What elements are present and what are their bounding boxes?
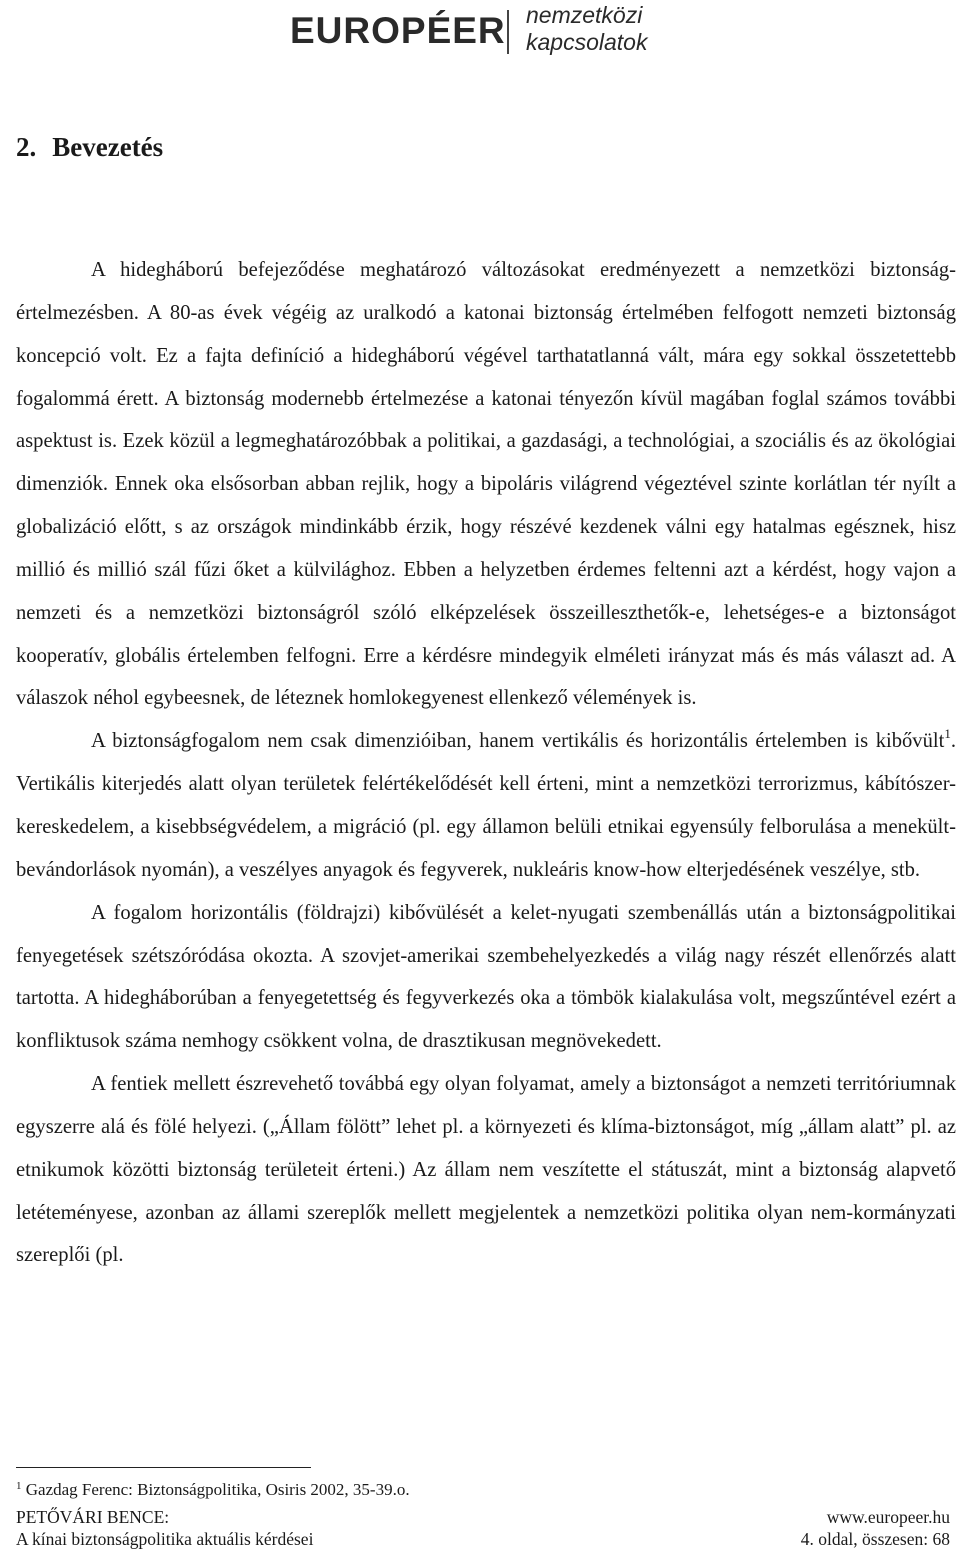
section-title: Bevezetés [52, 132, 164, 162]
paragraph-1: A hidegháború befejeződése meghatározó változásokat eredményezett a nemzetközi biztonság-értelmezésben. A 80-as évek végéig az uralkodó a katonai biztonság értelmében felfogott nemzeti biztonság koncepció volt. Ez a fajta definíció a hidegháború végével tarthatatlanná vált, mára egy sokkal összetettebb fogalommá érett. A biztonság modernebb értelmezése a katonai tényezőn kívül magában foglal számos további aspektust is. Ezek közül a legmeghatározóbbak a politikai, a gazdasági, a technológiai, a szociális és az ökológiai dimenziók. Ennek oka elsősorban abban rejlik, hogy a bipoláris világrend végeztével szinte korlátlan tér nyílt a globalizáció előtt, s az országok mindinkább érzik, hogy részévé kezdenek válni egy hatalmas egésznek, hisz millió és millió szál fűzi őket a külvilághoz. Ebben a helyzetben érdemes feltenni azt a kérdést, hogy vajon a nemzeti és a nemzetközi biztonságról szóló elképzelések összeilleszthetők-e, lehetséges-e a biztonságot kooperatív, globális értelemben felfogni. Erre a kérdésre mindegyik elméleti irányzat más és más választ ad. A válaszok néhol egybeesnek, de léteznek homlokegyenest ellenkező vélemények is. [16, 259, 956, 710]
footnote-reference[interactable]: 1 [944, 726, 951, 742]
brand-subtitle [526, 2, 647, 56]
paragraph-4: A fentiek mellett észrevehető továbbá egy olyan folyamat, amely a biztonságot a nemzeti territóriumnak egyszerre alá és fölé helyezi. („Állam fölött” lehet pl. a környezeti és klíma-biztonságot, míg „állam alatt” pl. az etnikumok közötti biztonság területeit érteni.) Az állam nem veszítette el státuszát, mint a biztonság alapvető letéteményese, azonban az állami szereplők mellett megjelentek a nemzetközi politika olyan nem-kormányzati szereplői (pl. [16, 1073, 956, 1267]
paragraph-2 [16, 720, 956, 891]
brand-subtitle-line-1: nemzetközi [526, 2, 643, 28]
footer-page-info: 4. oldal, összesen: 68 [800, 1529, 950, 1549]
page-header [0, 0, 960, 80]
paragraph-3: A fogalom horizontális (földrajzi) kibővülését a kelet-nyugati szembenállás után a biztonságpolitikai fenyegetések szétszóródása okozta. A szovjet-amerikai szembehelyezkedés a világ nagy részét ellenőrzés alatt tartotta. A hidegháborúban a fenyegetettség és fegyverkezés oka a tömbök kialakulása volt, megszűntével ezért a konfliktusok száma nemhogy csökkent volna, de drasztikusan megnövekedett. [16, 901, 956, 1053]
footnote-text: Gazdag Ferenc: Biztonságpolitika, Osiris 2002, 35-39.o. [25, 1480, 410, 1499]
logo-divider [507, 10, 509, 54]
brand-subtitle-line-2: kapcsolatok [526, 29, 648, 55]
paragraph-2-text-before: A biztonságfogalom nem csak dimenzióiban, hanem vertikális és horizontális értelemben is kibővült [91, 730, 945, 753]
footer-author: PETŐVÁRI BENCE: [16, 1507, 170, 1527]
body-text [16, 249, 956, 1277]
footer-row-2 [16, 1528, 950, 1550]
brand-logo: EUROPÉER [290, 10, 506, 51]
section-heading [16, 132, 163, 163]
footnote-number: 1 [16, 1480, 22, 1492]
footnote-divider [16, 1467, 311, 1468]
footer-row-1 [16, 1506, 950, 1528]
footnote [16, 1480, 410, 1500]
section-number: 2. [16, 132, 37, 162]
page-footer [16, 1506, 950, 1550]
footer-document-title: A kínai biztonságpolitika aktuális kérdései [16, 1529, 314, 1549]
footer-website[interactable]: www.europeer.hu [826, 1507, 950, 1527]
paragraph-2-text-after: . Vertikális kiterjedés alatt olyan területek felértékelődését kell érteni, mint a nemzetközi terrorizmus, kábítószer-kereskedelem, a kisebbségvédelem, a migráció (pl. egy államon belüli etnikai egyensúly felborulása a menekült-bevándorlások nyomán), a veszélyes anyagok és fegyverek, nukleáris know-how elterjedésének veszélye, stb. [16, 730, 956, 881]
